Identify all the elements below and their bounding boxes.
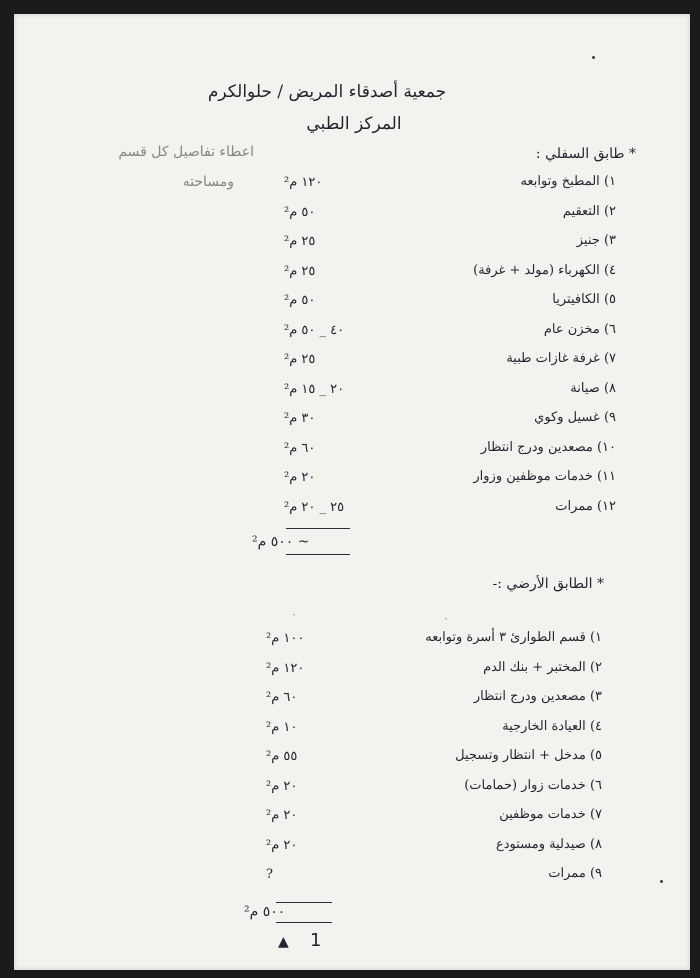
document-page [14, 14, 690, 970]
ground-item-label [502, 719, 602, 734]
page-number: 1 [310, 930, 322, 951]
basement-item-number: ١٠) [596, 439, 616, 455]
basement-item [14, 440, 690, 466]
basement-item-text: جنيز [576, 233, 600, 248]
basement-item-area: ٢٥ م² [284, 352, 316, 367]
ground-item-area: ٢٠ م² [266, 808, 298, 823]
pencil-note-line1: اعطاء تفاصيل كل قسم [118, 144, 254, 160]
basement-item [14, 263, 690, 289]
ground-item-number: ١) [589, 630, 602, 645]
ground-item-area: ١٠ م² [266, 719, 298, 735]
ground-item-number: ٦) [589, 777, 602, 793]
ground-item-number: ٢) [589, 659, 602, 675]
basement-item-number: ٣) [603, 233, 616, 248]
section-ground-total-rule-bottom [276, 922, 332, 923]
basement-item-text: مصعدين ودرج انتظار [480, 439, 593, 455]
basement-item-area: ٢٥ م² [284, 263, 316, 279]
ground-item-number: ٥) [589, 748, 602, 763]
ground-item-number: ٤) [589, 718, 602, 734]
basement-item-text: غسيل وكوي [534, 410, 600, 425]
ground-item-area: ٢٠ م² [266, 778, 298, 794]
basement-item-text: صيانة [570, 380, 600, 396]
section-basement-total-rule-bottom [286, 554, 350, 555]
ink-dot [660, 880, 663, 883]
basement-item-text: غرفة غازات طبية [506, 351, 600, 366]
basement-item-number: ٨) [603, 380, 616, 396]
ground-item-text: خدمات زوار (حمامات) [464, 777, 586, 793]
ground-item [14, 660, 690, 686]
pencil-note-line2: ومساحته [182, 174, 234, 190]
ground-item-label [499, 807, 602, 822]
ground-item-number: ٨) [589, 836, 602, 852]
ground-item [14, 748, 690, 774]
basement-item-number: ١) [603, 174, 616, 189]
pencil-dots: · [292, 608, 296, 622]
basement-item-text: خدمات موظفين وزوار [473, 469, 593, 484]
basement-item-number: ٦) [603, 321, 616, 337]
ground-item-label [455, 748, 602, 763]
basement-item-label [473, 263, 616, 278]
ground-item [14, 719, 690, 745]
ground-item-label [464, 778, 602, 793]
basement-item-number: ١٢) [596, 498, 616, 514]
basement-item-label [506, 351, 616, 366]
basement-item-area: ٢٠ م² [284, 470, 316, 485]
basement-item-label [534, 410, 616, 425]
section-basement-heading: * طابق السفلي : [535, 146, 636, 162]
basement-item-area: ٢٥ م² [284, 234, 316, 249]
basement-item-label [473, 469, 616, 484]
ground-item-text: صيدلية ومستودع [496, 836, 586, 852]
basement-item-label [570, 381, 616, 396]
basement-item-text: الكافيتريا [552, 292, 600, 307]
basement-item-area: ٥٠ م² [284, 204, 316, 220]
ground-item-label [548, 866, 602, 881]
basement-item-label [544, 322, 616, 337]
basement-item-label [552, 292, 616, 307]
basement-item-area: ١٢٠ م² [284, 175, 323, 190]
ground-item-label [425, 630, 602, 645]
basement-item-label [481, 440, 616, 455]
ground-item-area: ٢٠ م² [266, 837, 298, 853]
ground-item-label [474, 689, 602, 704]
basement-item [14, 351, 690, 377]
section-ground-total-rule-top [276, 902, 332, 903]
basement-item [14, 499, 690, 525]
basement-item-area: ٦٠ م² [284, 440, 316, 456]
basement-item-text: المطبخ وتوابعه [520, 174, 600, 189]
ground-item-text: قسم الطوارئ ٣ أسرة وتوابعه [425, 630, 586, 645]
basement-item [14, 381, 690, 407]
ground-item-text: ممرات [548, 866, 586, 881]
ground-item-text: خدمات موظفين [499, 807, 586, 822]
section-basement-total-rule-top [286, 528, 350, 529]
basement-item-number: ٧) [603, 351, 616, 366]
ground-item [14, 807, 690, 833]
ground-item-area: ١٠٠ م² [266, 631, 305, 646]
basement-item-number: ١١) [596, 469, 616, 484]
ground-item-text: المختبر + بنك الدم [483, 659, 586, 675]
ground-item [14, 630, 690, 656]
basement-item [14, 410, 690, 436]
basement-item [14, 469, 690, 495]
section-ground-heading: * الطابق الأرضي :- [492, 576, 604, 592]
basement-item-text: الكهرباء (مولد + غرفة) [473, 262, 600, 278]
basement-item-text: مخزن عام [543, 321, 600, 337]
basement-item-number: ٢) [603, 203, 616, 219]
ground-item-text: مصعدين ودرج انتظار [473, 689, 586, 704]
basement-item-label [577, 233, 616, 248]
basement-item-text: ممرات [555, 498, 593, 514]
ground-item [14, 837, 690, 863]
ink-dot [592, 56, 595, 59]
basement-item [14, 322, 690, 348]
ground-item-number: ٣) [589, 689, 602, 704]
ground-item-label [496, 837, 602, 852]
basement-item [14, 174, 690, 200]
ground-item [14, 778, 690, 804]
ground-item-label [483, 660, 602, 675]
basement-item-area: ٣٠ م² [284, 411, 316, 426]
document-title-line2: المركز الطبي [306, 114, 402, 134]
ground-item-text: العيادة الخارجية [502, 718, 586, 734]
basement-item-area: ٢٠ _ ١٥ م² [284, 381, 345, 397]
basement-item [14, 233, 690, 259]
basement-item-label [521, 174, 617, 189]
ground-item [14, 866, 690, 892]
ground-item-area: ١٢٠ م² [266, 660, 305, 676]
basement-item-text: التعقيم [562, 203, 600, 219]
section-ground-total: ٥٠٠ م² [244, 904, 286, 920]
basement-item-label [563, 204, 616, 219]
ground-item-number: ٧) [589, 807, 602, 822]
ground-item-number: ٩) [589, 866, 602, 881]
ground-item-text: مدخل + انتظار وتسجيل [455, 748, 586, 763]
ground-item-area: ? [266, 867, 273, 882]
page-mark-icon: ▲ [278, 934, 289, 950]
ground-item-area: ٦٠ م² [266, 690, 298, 705]
basement-item-number: ٤) [603, 262, 616, 278]
basement-item-area: ٢٥ _ ٢٠ م² [284, 499, 345, 515]
ground-item-area: ٥٥ م² [266, 749, 298, 764]
pencil-dots: · [444, 612, 448, 626]
ground-item [14, 689, 690, 715]
basement-item-area: ٥٠ م² [284, 293, 316, 308]
basement-item [14, 292, 690, 318]
basement-item-area: ٤٠ _ ٥٠ م² [284, 322, 345, 338]
document-title-line1: جمعية أصدقاء المريض / حلوالكرم [207, 82, 447, 102]
basement-item-label [555, 499, 616, 514]
basement-item-number: ٥) [603, 292, 616, 307]
section-basement-total: ~ ٥٠٠ م² [252, 534, 310, 550]
basement-item [14, 204, 690, 230]
basement-item-number: ٩) [603, 410, 616, 425]
